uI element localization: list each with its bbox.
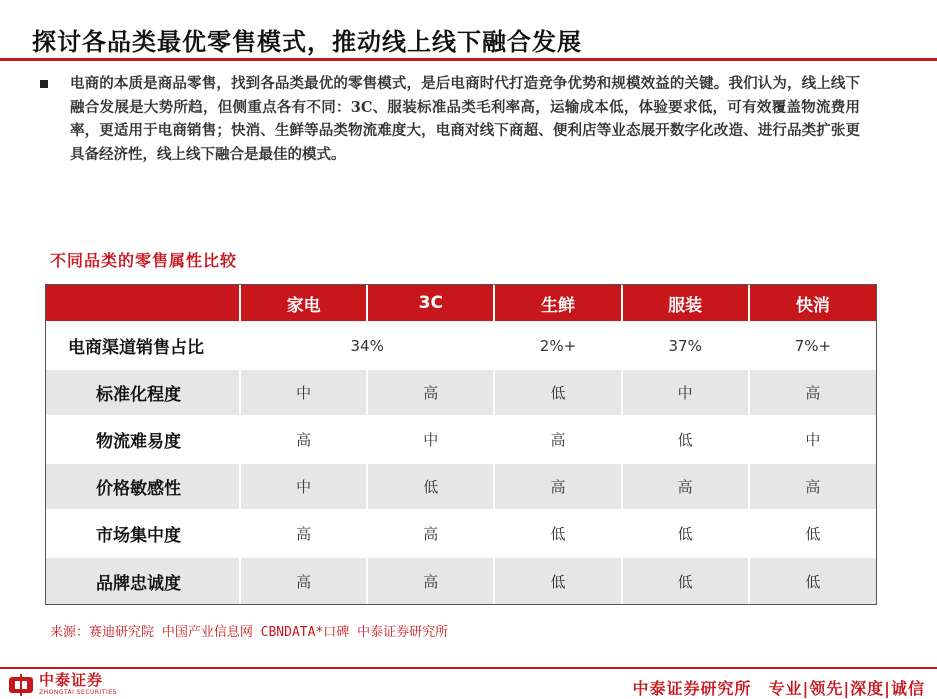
header-corner [46,285,240,322]
header-fmcg: 快消 [749,285,876,322]
table-cell: 低 [622,510,749,557]
table-cell: 低 [494,557,621,604]
row-label: 价格敏感性 [46,463,240,510]
row-label: 市场集中度 [46,510,240,557]
table-cell: 低 [749,510,876,557]
header-fresh: 生鲜 [494,285,621,322]
header-apparel: 服装 [622,285,749,322]
table-cell: 低 [494,369,621,416]
table-row [46,557,876,604]
table-cell: 中 [367,416,494,463]
table-cell: 中 [240,463,367,510]
header-appliance: 家电 [240,285,367,322]
page-title: 探讨各品类最优零售模式，推动线上线下融合发展 [32,28,582,56]
bullet-square-icon [40,80,48,88]
table-cell: 低 [367,463,494,510]
table-cell: 7%+ [749,322,876,369]
table-cell: 37% [622,322,749,369]
row-label: 物流难易度 [46,416,240,463]
table-cell: 中 [749,416,876,463]
table-cell: 高 [749,369,876,416]
logo-name-cn: 中泰证券 [39,671,104,689]
table-cell: 低 [622,557,749,604]
table-row [46,322,876,369]
table-cell: 高 [494,463,621,510]
summary-bullet [40,72,870,166]
table-cell: 低 [622,416,749,463]
footer-slogan: 中泰证券研究所 专业|领先|深度|诚信 [632,679,925,698]
row-label: 品牌忠诚度 [46,557,240,604]
table-cell: 低 [749,557,876,604]
table-cell: 高 [367,510,494,557]
table-cell: 低 [494,510,621,557]
table-cell: 高 [749,463,876,510]
table-cell: 2%+ [494,322,621,369]
company-logo [8,673,117,696]
source-note: 来源：赛迪研究院 中国产业信息网 CBNDATA*口碑 中泰证券研究所 [50,625,449,640]
footer-divider [0,667,937,669]
table-cell: 34% [240,322,494,369]
logo-name-en: ZHONGTAI SECURITIES [39,689,117,696]
table-cell: 高 [240,416,367,463]
row-label: 电商渠道销售占比 [46,322,240,369]
table-cell: 中 [240,369,367,416]
header-3c: 3C [367,285,494,322]
table-row [46,369,876,416]
table-caption: 不同品类的零售属性比较 [50,251,238,270]
summary-text: 电商的本质是商品零售，找到各品类最优的零售模式，是后电商时代打造竞争优势和规模效益的关键。我们认为，线上线下融合发展是大势所趋，但侧重点各有不同：3C、服装标准品类毛利率高，运输成本低，体验要求低，可有效覆盖物流费用率，更适用于电商销售；快消、生鲜等品类物流难度大，电商对线下商超、便利店等业态展开数字化改造、进行品类扩张更具备经济性，线上线下融合是最佳的模式。 [70,75,860,163]
table-cell: 高 [240,557,367,604]
table-cell: 高 [367,369,494,416]
table-cell: 高 [367,557,494,604]
table-row [46,416,876,463]
logo-emblem-icon [8,674,34,696]
comparison-table [45,284,877,605]
table-cell: 高 [622,463,749,510]
table-cell: 高 [240,510,367,557]
table-cell: 高 [494,416,621,463]
table-cell: 中 [622,369,749,416]
row-label: 标准化程度 [46,369,240,416]
table-row [46,510,876,557]
table-header-row [46,285,876,322]
title-divider [0,58,937,61]
table-row [46,463,876,510]
